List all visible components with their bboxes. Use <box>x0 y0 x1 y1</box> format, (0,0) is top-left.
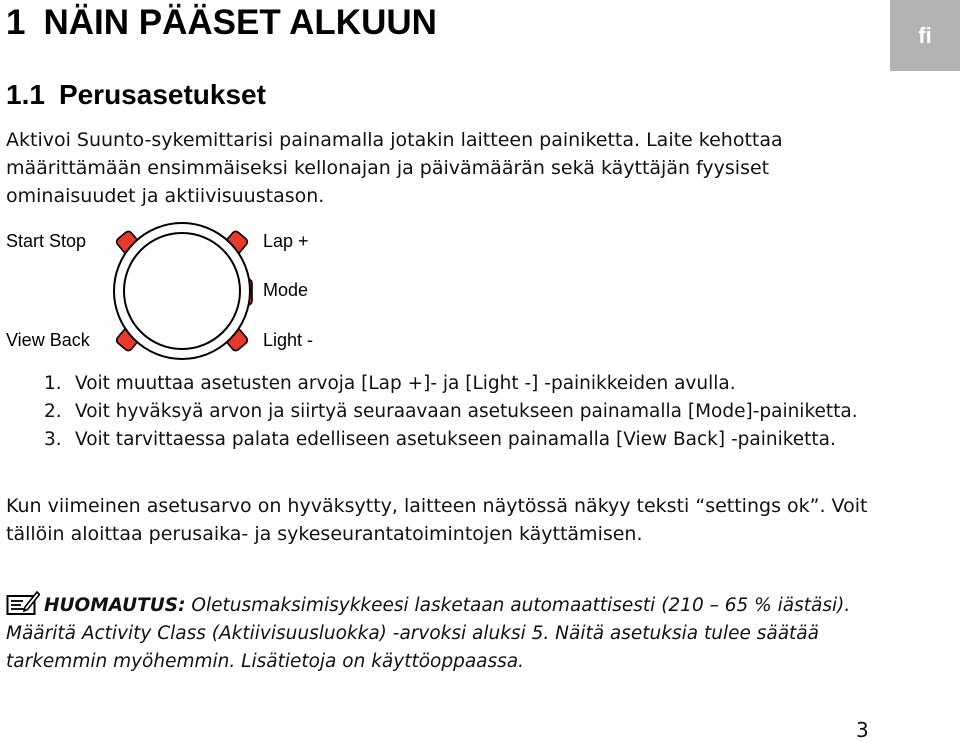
section-title: Perusasetukset <box>58 79 266 110</box>
step-text: Voit muuttaa asetusten arvoja [Lap +]- ja [Light -] -painikkeiden avulla. <box>75 373 736 394</box>
chapter-number: 1 <box>6 3 26 42</box>
note-text: Oletusmaksimisykkeesi lasketaan automaattisesti (210 – 65 % iästäsi). Määritä Activity Class (Aktiivisuusluokka) -arvoksi aluksi 5. Näitä asetuksia tulee säätää tarkemmin myöhemmin. Lisätietoja on käyttöoppaassa. <box>6 595 851 672</box>
step-text: Voit hyväksyä arvon ja siirtyä seuraavaan asetukseen painamalla [Mode]-painiketta. <box>75 401 858 422</box>
note-pencil-icon <box>6 590 40 616</box>
label-lap-plus: Lap + <box>263 231 309 251</box>
list-item <box>6 426 906 454</box>
watch-outline-icon <box>108 222 258 362</box>
steps-list <box>6 370 906 454</box>
label-light-minus: Light - <box>263 330 314 350</box>
section-number: 1.1 <box>6 79 45 110</box>
language-tab <box>890 0 960 71</box>
watch-face <box>124 233 240 349</box>
section-heading <box>6 76 266 114</box>
intro-paragraph: Aktivoi Suunto-sykemittarisi painamalla jotakin laitteen painiketta. Laite kehottaa määrittämään ensimmäiseksi kellonajan ja päivämäärän sekä käyttäjän fyysiset ominaisuudet ja aktiivisuustason. <box>6 129 783 207</box>
label-view-back: View Back <box>6 330 90 350</box>
watch-button-diagram <box>0 222 360 362</box>
note-block <box>6 590 906 676</box>
page-number: 3 <box>856 718 869 742</box>
language-code: fi <box>918 22 932 48</box>
list-item <box>6 370 906 398</box>
chapter-title: NÄIN PÄÄSET ALKUUN <box>43 3 437 42</box>
chapter-heading <box>6 2 437 44</box>
after-steps-paragraph: Kun viimeinen asetusarvo on hyväksytty, laitteen näytössä näkyy teksti “settings ok”. Voit tällöin aloittaa perusaika- ja sykeseurantatoimintojen käyttämisen. <box>6 495 868 545</box>
label-mode: Mode <box>263 280 309 300</box>
step-number: 3. <box>44 429 62 450</box>
step-number: 2. <box>44 401 62 422</box>
note-label: HUOMAUTUS: <box>44 595 186 616</box>
label-start-stop: Start Stop <box>6 231 87 251</box>
list-item <box>6 398 906 426</box>
step-text: Voit tarvittaessa palata edelliseen asetukseen painamalla [View Back] -painiketta. <box>75 429 836 450</box>
step-number: 1. <box>44 373 62 394</box>
